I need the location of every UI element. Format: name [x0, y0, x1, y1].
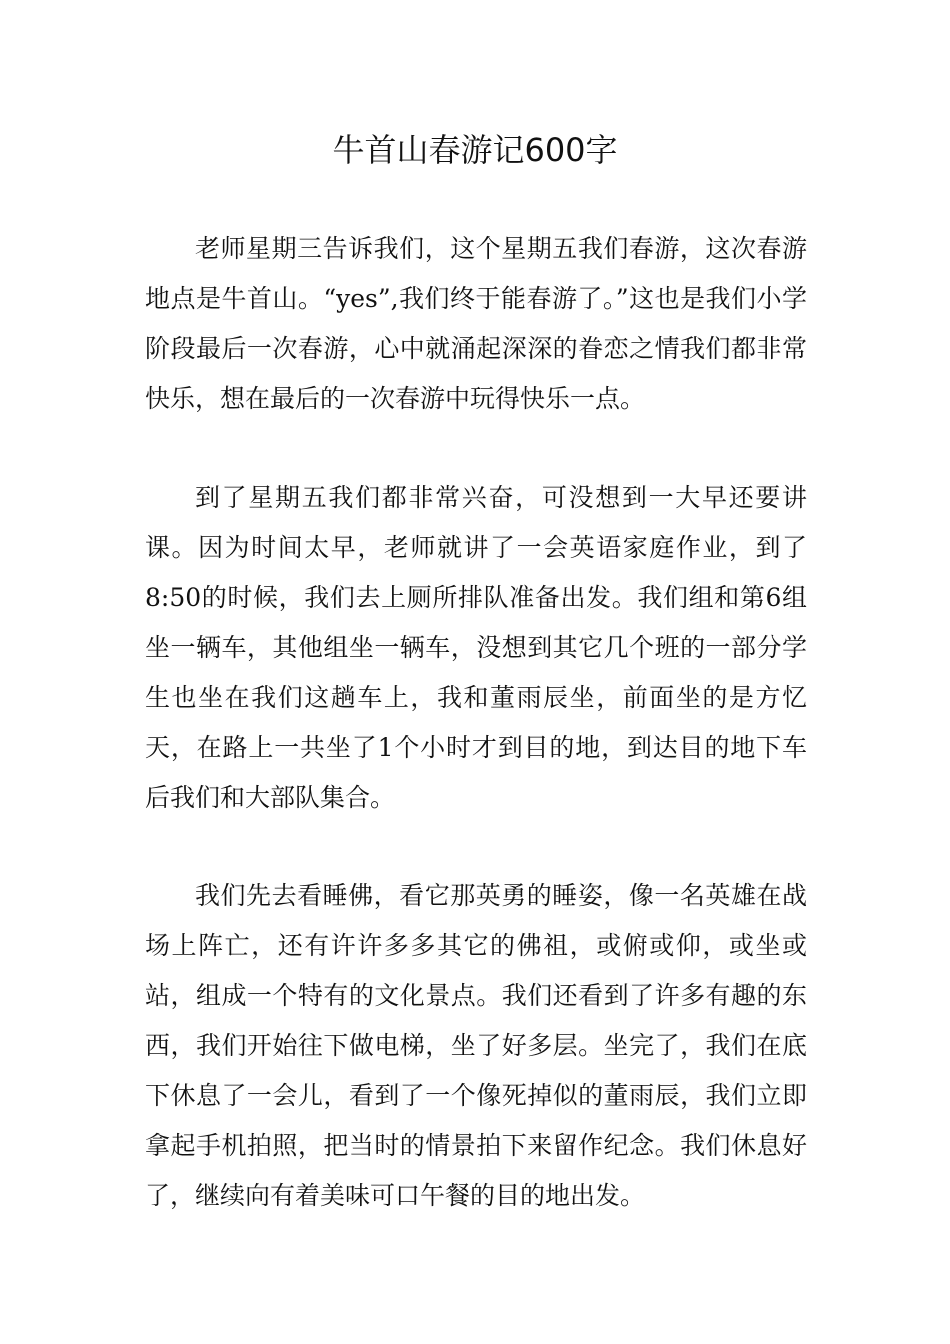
paragraph-1-block [145, 224, 807, 424]
paragraph-3: 我们先去看睡佛，看它那英勇的睡姿，像一名英雄在战场上阵亡，还有许许多多其它的佛祖，或俯或仰，或坐或站，组成一个特有的文化景点。我们还看到了许多有趣的东西，我们开始往下做电梯，坐了好多层。坐完了，我们在底下休息了一会儿，看到了一个像死掉似的董雨辰，我们立即拿起手机拍照，把当时的情景拍下来留作纪念。我们休息好了，继续向有着美味可口午餐的目的地出发。 [145, 881, 807, 1210]
paragraph-1: 老师星期三告诉我们，这个星期五我们春游，这次春游地点是牛首山。“yes”,我们终于能春游了。”这也是我们小学阶段最后一次春游，心中就涌起深深的眷恋之情我们都非常快乐，想在最后的一次春游中玩得快乐一点。 [145, 234, 807, 413]
paragraph-2-block [145, 473, 807, 823]
document-title: 牛首山春游记600字 [332, 131, 618, 169]
paragraph-3-block [145, 871, 807, 1221]
paragraph-2: 到了星期五我们都非常兴奋，可没想到一大早还要讲课。因为时间太早，老师就讲了一会英语家庭作业，到了8:50的时候，我们去上厕所排队准备出发。我们组和第6组坐一辆车，其他组坐一辆车，没想到其它几个班的一部分学生也坐在我们这趟车上，我和董雨辰坐，前面坐的是方忆天，在路上一共坐了1个小时才到目的地，到达目的地下车后我们和大部队集合。 [145, 483, 807, 812]
